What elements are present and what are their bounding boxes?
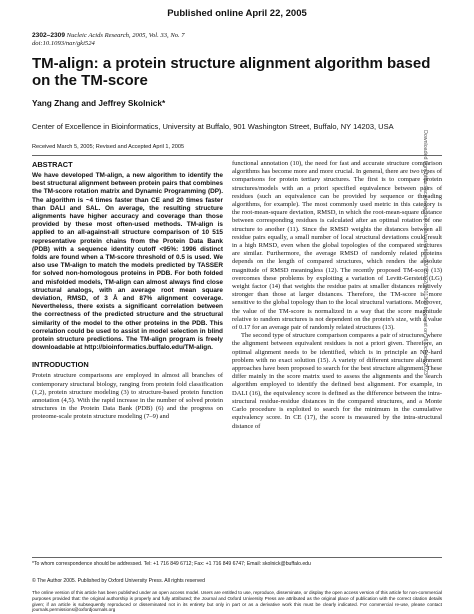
footnote-divider: [32, 557, 442, 558]
body-paragraph-1: functional annotation (10), the need for fast and accurate structure comparison algorithms has become more and more crucial. In general, there are two types of comparisons for protein tertiary structures. The first is to compare protein structures/models with an a priori specified equivalence between pairs of residues (such an equivalence can be provided by sequence or threading algorithms, for example). The most commonly used metric in this category is the root-mean-square deviation, RMSD, in which the root-mean-square distance between corresponding residues is calculated after an optimal rotation of one structure to another (11). Since the RMSD weights the distances between all residue pairs equally, a small number of local structural deviations could result in a high RMSD, even when the global topologies of the compared structures are similar. Furthermore, the average RMSD of randomly related proteins depends on the length of compared structures, which renders the absolute magnitude of RMSD meaningless (12). The recently proposed TM-score (13) overcomes these problems by exploiting a variation of Levitt-Gerstein (LG) weight factor (14) that weights the residue pairs at smaller distances relatively stronger than those at larger distances. Therefore, the TM-score is more sensitive to the global topology than to the local structural variations. Moreover, the value of the TM-score is normalized in a way that the score magnitude relative to random structures is not dependent on the protein's size, with a value of 0.17 for an average pair of randomly related structures (13).: [232, 160, 442, 332]
right-column: [232, 160, 442, 431]
page-range: 2302–2309: [32, 32, 66, 39]
body-paragraph-2: The second type of structure comparison compares a pair of structures where the alignment between equivalent residues is not a priori given. Therefore, an optimal alignment needs to be identified, which is in principle an NP-hard problem with no exact solution (15). A variety of different structure alignment approaches have been proposed to search for the best structure alignment. These differ mainly in the score matrix used to assess the alignments and the search algorithm employed to identify the defined best alignment. For example, in DALI (16), the equivalency score is defined as the difference between the intra-structural residue-residue distances in the compared structures, and a Monte Carlo procedure is exploited to search for the minimum in the cumulative equivalency score. In CE (17), the score is measured by the intra-structural distance of: [232, 332, 442, 430]
affiliation: Center of Excellence in Bioinformatics, University at Buffalo, 901 Washington Street, Buffalo, NY 14203, USA: [32, 122, 394, 131]
download-watermark: Downloaded from https://academic.oup.com/nar/article/33/7/2302/2401364 by guest on 26 October 2023: [422, 130, 428, 375]
publication-date: Published online April 22, 2005: [167, 8, 307, 19]
abstract-heading: ABSTRACT: [32, 160, 73, 169]
introduction-text: Protein structure comparisons are employed in almost all branches of contemporary structural biology, ranging from protein fold classification (1,2), protein structure modeling (3) to structure-based protein function annotation (4,5). With the rapid increase in the number of solved protein structures in the Protein Data Bank (PDB) (6) and the progress on proteome-scale protein structure modeling (7–9) and: [32, 372, 223, 421]
authors: Yang Zhang and Jeffrey Skolnick*: [32, 98, 166, 108]
abstract-text: We have developed TM-align, a new algorithm to identify the best structural alignment between protein pairs that combines the TM-score rotation matrix and Dynamic Programming (DP). The algorithm is ~4 times faster than CE and 20 times faster than DALI and SAL. On average, the resulting structure alignments have higher accuracy and coverage than those provided by these most often-used methods. TM-align is applied to an all-against-all structure comparison of 10 515 representative protein chains from the Protein Data Bank (PDB) with a sequence identity cutoff <95%: 1996 distinct folds are found when a TM-score threshold of 0.5 is used. We also use TM-align to match the models predicted by TASSER for solved non-homologous proteins in PDB. For both folded and misfolded models, TM-align can almost always find close structural analogs, with an average root mean square deviation, RMSD, of 3 Å and 87% alignment coverage. Nevertheless, there exists a significant correlation between the correctness of the predicted structure and the structural similarity of the model to the other proteins in the PDB. This correlation could be used to assist in model selection in blind protein structure predictions. The TM-align program is freely downloadable at http://bioinformatics.buffalo.edu/TM-align.: [32, 172, 223, 352]
copyright-notice: © The Author 2005. Published by Oxford University Press. All rights reserved: [32, 578, 205, 584]
left-column: [32, 160, 223, 422]
article-title: TM-align: a protein structure alignment algorithm based on the TM-score: [32, 55, 431, 89]
received-dates: Received March 5, 2005; Revised and Accepted April 1, 2005: [32, 144, 185, 150]
license-text: The online version of this article has been published under an open access model. Users are entitled to use, reproduce, disseminate, or display the open access version of this article for non-commercial purposes provided that: the original authorship is properly and fully attributed; the Journal and Oxford University Press are attributed as the original place of publication with the correct citation details given; if an article is subsequently reproduced or disseminated not in its entirety but only in part or as a derivative work this must be clearly indicated. For commercial re-use, please contact journals.permissions@oxfordjournals.org: [32, 590, 442, 613]
citation-block: [32, 32, 185, 48]
correspondence-footnote: *To whom correspondence should be addressed. Tel: +1 716 849 6712; Fax: +1 716 849 6747; Email: skolnick@buffalo.edu: [32, 561, 311, 567]
header-divider: [32, 155, 442, 156]
journal-reference: Nucleic Acids Research, 2005, Vol. 33, No. 7: [66, 32, 185, 39]
doi: doi:10.1093/nar/gki524: [32, 40, 95, 48]
introduction-heading: INTRODUCTION: [32, 360, 89, 370]
